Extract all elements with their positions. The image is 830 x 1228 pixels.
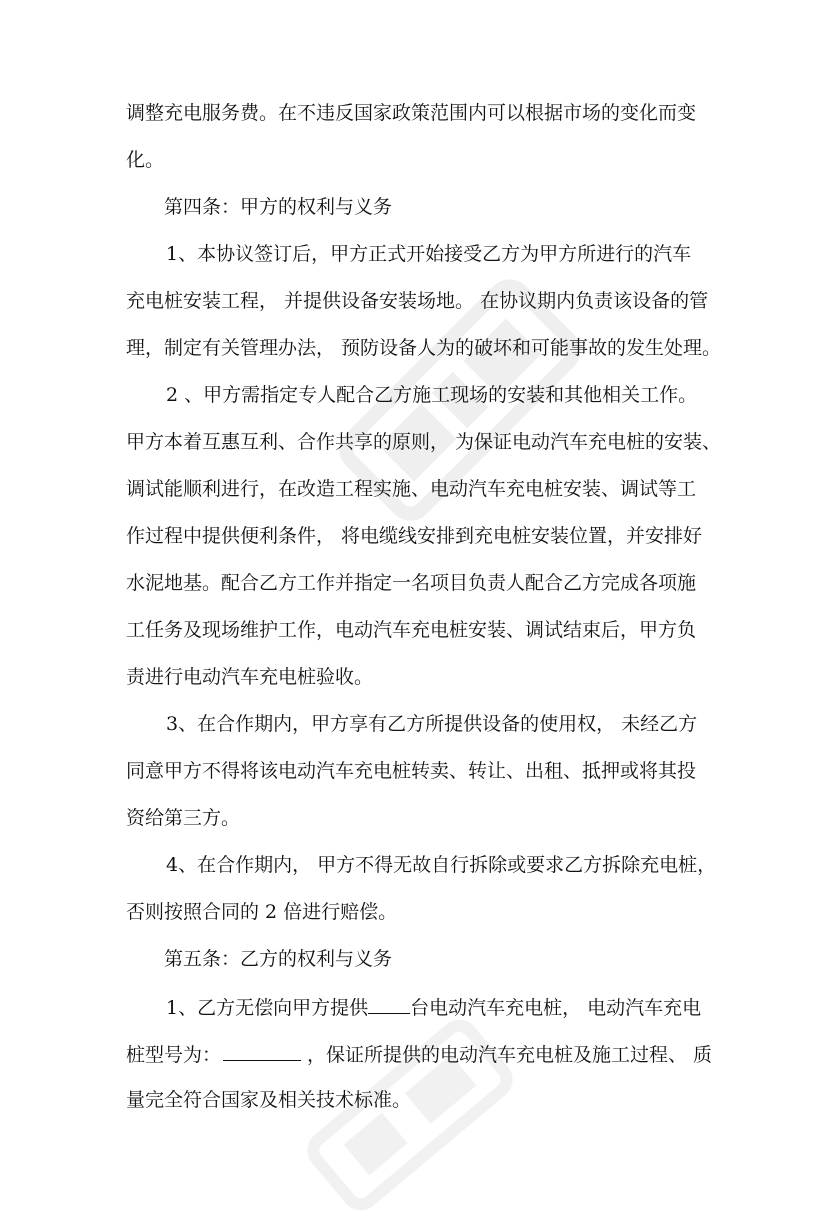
paragraph-line: 1、本协议签订后，甲方正式开始接受乙方为甲方所进行的汽车 [166, 243, 692, 265]
paragraph-line: 否则按照合同的 2 倍进行赔偿。 [126, 901, 398, 923]
text-segment: 桩型号为： [126, 1044, 222, 1066]
fill-in-blank-quantity [368, 993, 410, 1014]
paragraph-line: 水泥地基。配合乙方工作并指定一名项目负责人配合乙方完成各项施 [126, 572, 697, 594]
document-body [126, 100, 722, 1134]
paragraph-line: 调试能顺利进行，在改造工程实施、电动汽车充电桩安装、调试等工 [126, 478, 697, 500]
paragraph-line: 甲方本着互惠互利、合作共享的原则， 为保证电动汽车充电桩的安装、 [126, 431, 722, 453]
section-heading-5: 第五条：乙方的权利与义务 [164, 948, 393, 970]
paragraph-line: 同意甲方不得将该电动汽车充电桩转卖、转让、出租、抵押或将其投 [126, 760, 697, 782]
paragraph-line: 3、在合作期内，甲方享有乙方所提供设备的使用权， 未经乙方 [166, 713, 698, 735]
text-segment: 1、乙方无偿向甲方提供 [166, 997, 369, 1019]
text-segment: ，保证所提供的电动汽车充电桩及施工过程、 质 [307, 1044, 713, 1066]
paragraph-line: 充电桩安装工程， 并提供设备安装场地。 在协议期内负责该设备的管 [126, 290, 709, 312]
paragraph-line: 理，制定有关管理办法， 预防设备人为的破坏和可能事故的发生处理。 [126, 337, 722, 359]
paragraph-line: 调整充电服务费。在不违反国家政策范围内可以根据市场的变化而变 [126, 102, 697, 124]
text-segment: 台电动汽车充电桩， 电动汽车充 [410, 997, 683, 1019]
paragraph-line-with-blank [126, 993, 716, 1040]
paragraph-line: 资给第三方。 [126, 807, 241, 829]
paragraph-line: 作过程中提供便利条件， 将电缆线安排到充电桩安装位置，并安排好 [126, 525, 703, 547]
fill-in-blank-model [223, 1040, 301, 1061]
paragraph-line: 量完全符合国家及相关技术标准。 [126, 1089, 412, 1111]
text-segment: 电 [682, 997, 702, 1019]
paragraph-line: 化。 [126, 149, 165, 171]
paragraph-line: 2 、甲方需指定专人配合乙方施工现场的安装和其他相关工作。 [166, 384, 698, 406]
section-heading-4: 第四条：甲方的权利与义务 [164, 196, 393, 218]
paragraph-line: 责进行电动汽车充电桩验收。 [126, 666, 374, 688]
paragraph-line-with-blank [126, 1040, 716, 1087]
paragraph-line: 工任务及现场维护工作，电动汽车充电桩安装、调试结束后，甲方负 [126, 619, 697, 641]
paragraph-line: 4、在合作期内， 甲方不得无故自行拆除或要求乙方拆除充电桩， [166, 854, 717, 876]
